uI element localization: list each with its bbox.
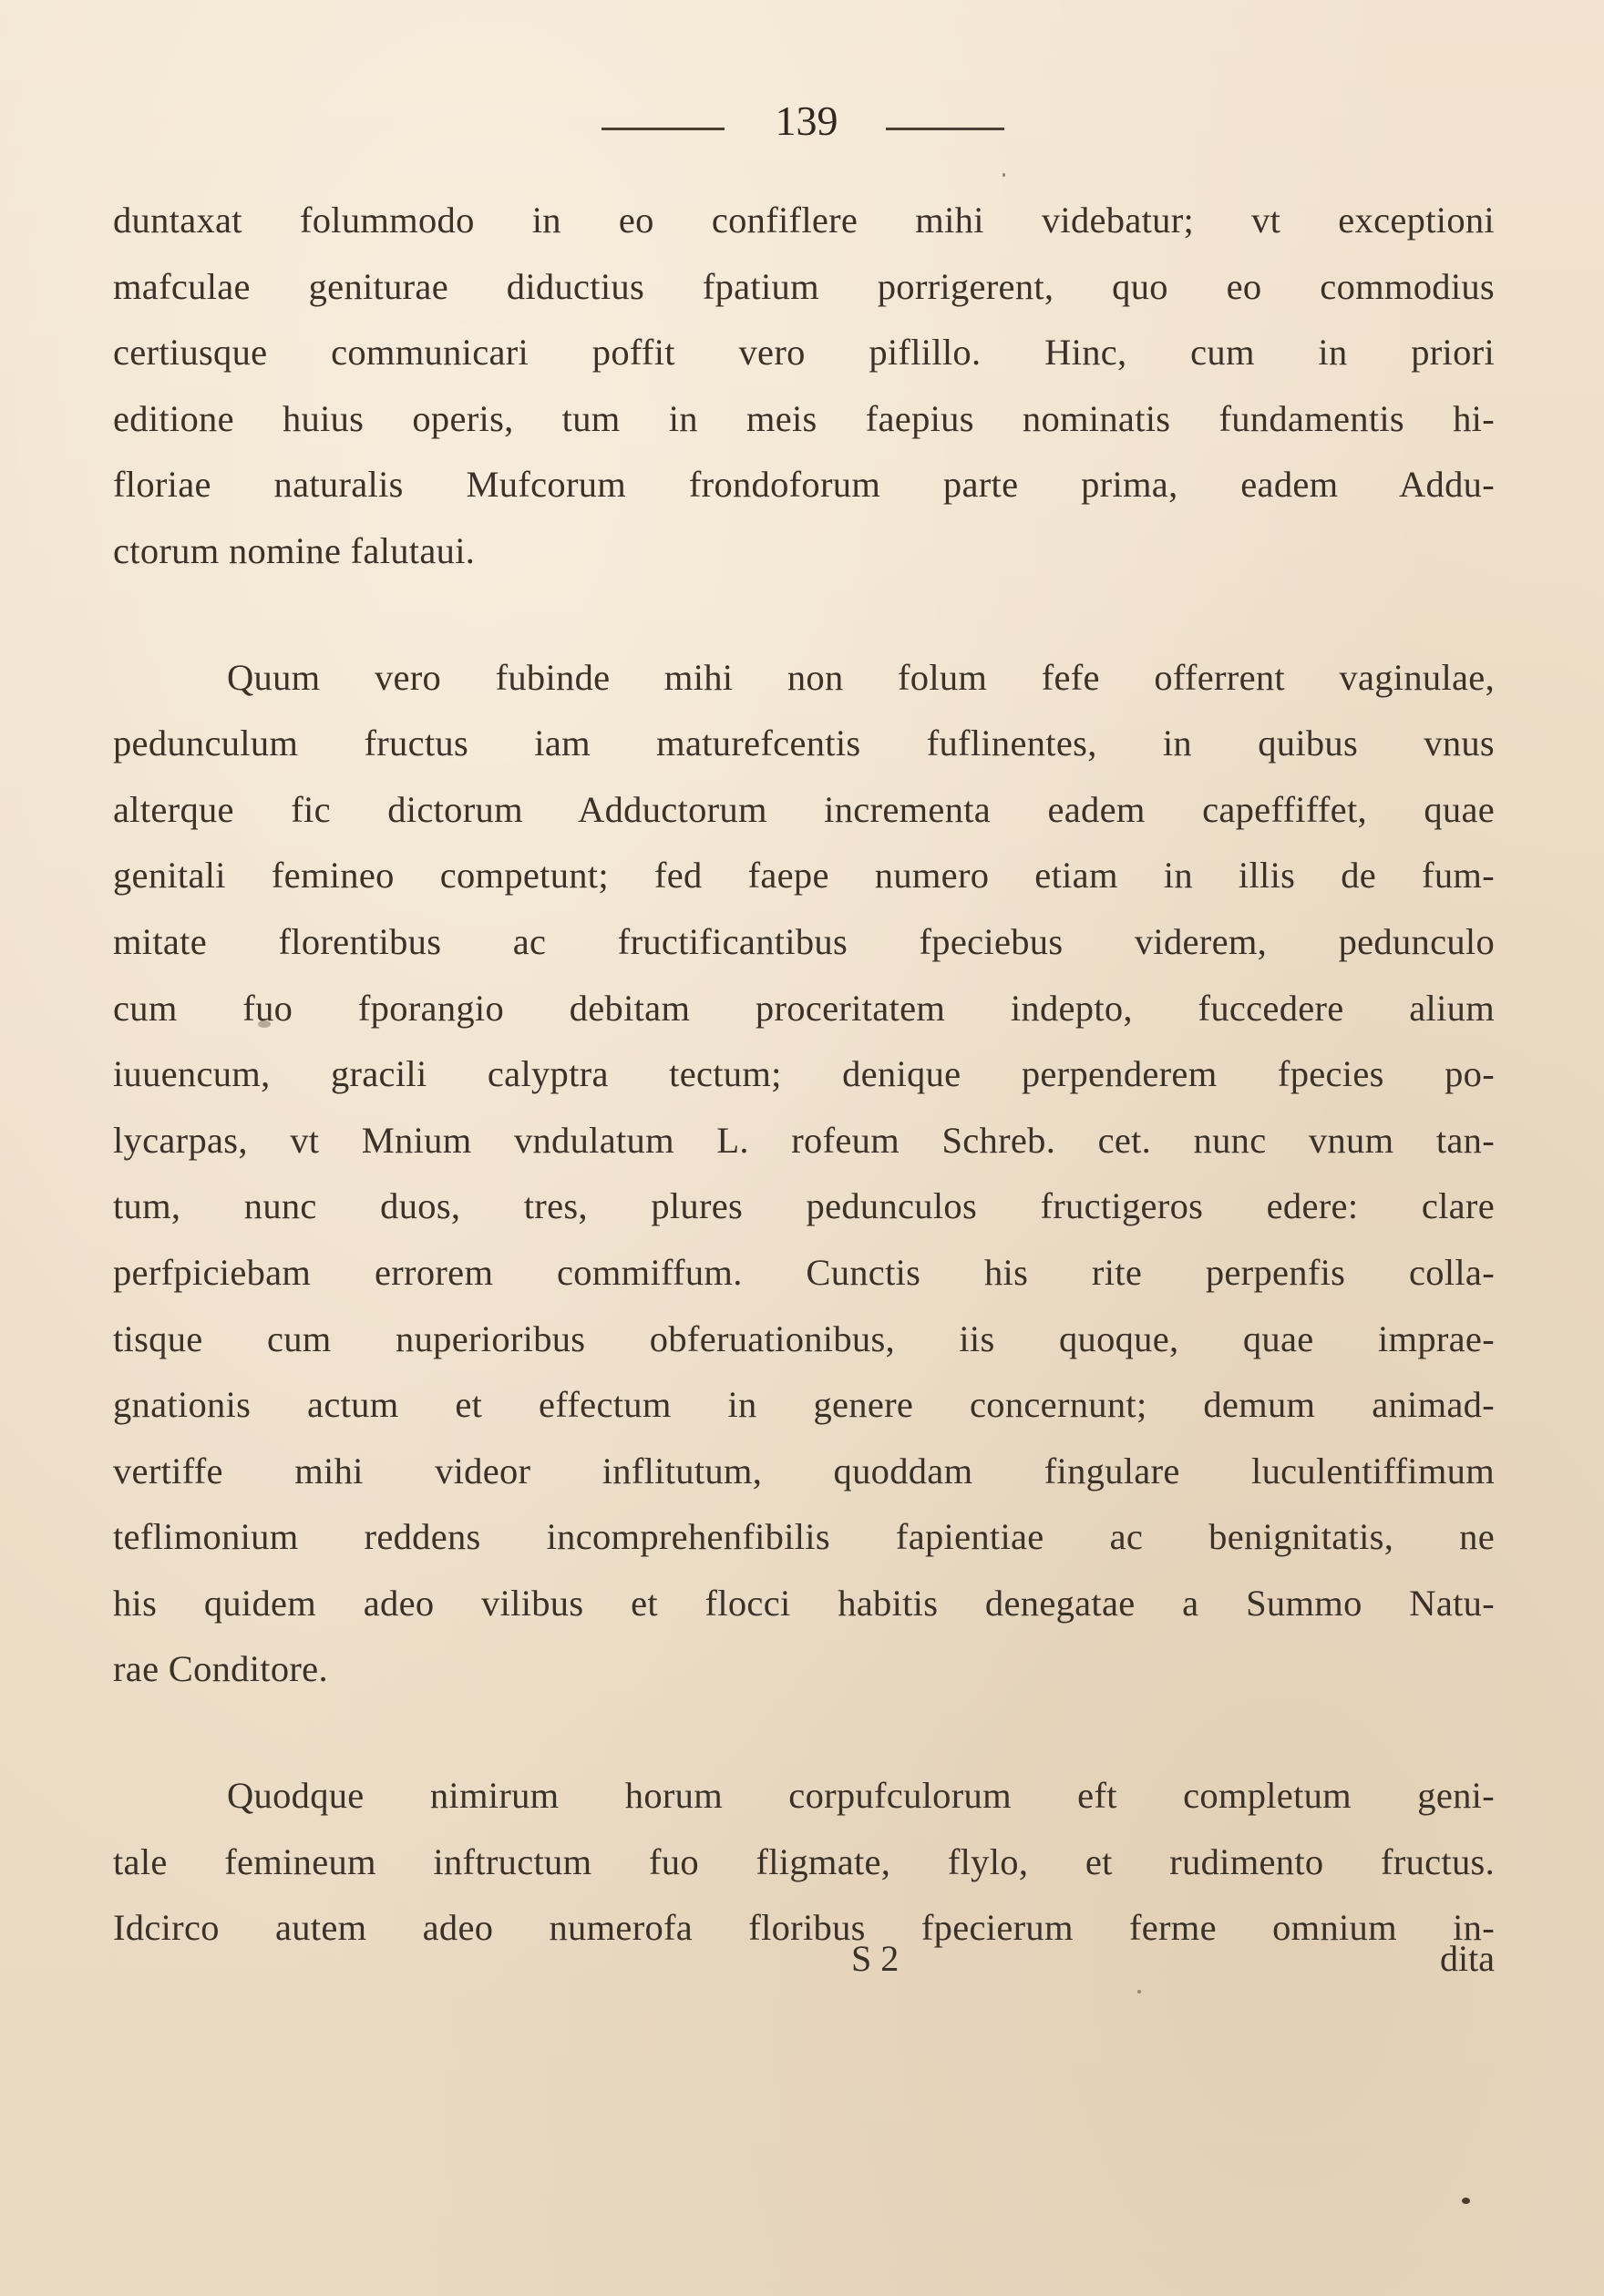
text-line: teflimonium reddens incomprehenfibilis fapientiae ac benignitatis, ne — [113, 1516, 1495, 1558]
text-line: alterque fic dictorum Adductorum incrementa eadem capeffiffet, quae — [113, 788, 1495, 830]
ink-speck — [1137, 1990, 1141, 1994]
paragraph-gap — [113, 585, 1495, 645]
text-line: genitali femineo competunt; fed faepe numero etiam in illis de fum- — [113, 855, 1495, 897]
header-rule-left — [602, 128, 725, 130]
page-footer — [113, 1932, 1495, 1986]
text-line: lycarpas, vt Mnium vndulatum L. rofeum Schreb. cet. nunc vnum tan- — [113, 1119, 1495, 1161]
text-line: gnationis actum et effectum in genere concernunt; demum animad- — [113, 1384, 1495, 1426]
text-line: tisque cum nuperioribus obferuationibus, iis quoque, quae imprae- — [113, 1317, 1495, 1359]
page-number: 139 — [775, 97, 838, 144]
text-line: iuuencum, gracili calyptra tectum; denique perpenderem fpecies po- — [113, 1053, 1495, 1095]
text-line: tum, nunc duos, tres, plures pedunculos fructigeros edere: clare — [113, 1185, 1495, 1227]
text-line: ctorum nomine falutaui. — [113, 529, 476, 571]
text-line: perfpiciebam errorem commiffum. Cunctis his rite perpenfis colla- — [113, 1251, 1495, 1293]
text-line: his quidem adeo vilibus et flocci habitis denegatae a Summo Natu- — [113, 1582, 1495, 1624]
paragraph-2 — [113, 645, 1495, 1704]
text-line: rae Conditore. — [113, 1648, 328, 1690]
signature-mark: S 2 — [851, 1938, 900, 1979]
text-line: Idcirco autem adeo numerofa floribus fpecierum ferme omnium in- — [113, 1907, 1495, 1949]
text-line: cum fuo fporangio debitam proceritatem indepto, fuccedere alium — [113, 987, 1495, 1029]
text-line: editione huius operis, tum in meis faepius nominatis fundamentis hi- — [113, 397, 1495, 439]
text-line: Quodque nimirum horum corpufculorum eft completum geni- — [227, 1775, 1495, 1817]
paragraph-gap — [113, 1703, 1495, 1763]
text-line: tale femineum inftructum fuo fligmate, flylo, et rudimento fructus. — [113, 1840, 1495, 1882]
text-line: pedunculum fructus iam maturefcentis fuflinentes, in quibus vnus — [113, 723, 1495, 764]
text-line: mafculae geniturae diductius fpatium porrigerent, quo eo commodius — [113, 265, 1495, 307]
ink-speck — [1462, 2198, 1470, 2204]
text-line: mitate florentibus ac fructificantibus fpeciebus viderem, pedunculo — [113, 920, 1495, 962]
text-line: vertiffe mihi videor inflitutum, quoddam fingulare luculentiffimum — [113, 1450, 1495, 1491]
header-rule-right — [886, 128, 1004, 130]
paragraph-1 — [113, 188, 1495, 585]
catchword: dita — [1440, 1938, 1495, 1979]
page-header — [0, 98, 1604, 153]
text-line: certiusque communicari poffit vero piflillo. Hinc, cum in priori — [113, 332, 1495, 374]
text-line: floriae naturalis Mufcorum frondoforum parte prima, eadem Addu- — [113, 464, 1495, 506]
text-line: Quum vero fubinde mihi non folum fefe offerrent vaginulae, — [227, 656, 1495, 698]
ink-speck — [1002, 173, 1005, 177]
ink-speck — [258, 1020, 271, 1028]
body-text — [113, 188, 1495, 1962]
text-line: duntaxat folummodo in eo confiflere mihi videbatur; vt exceptioni — [113, 200, 1495, 241]
